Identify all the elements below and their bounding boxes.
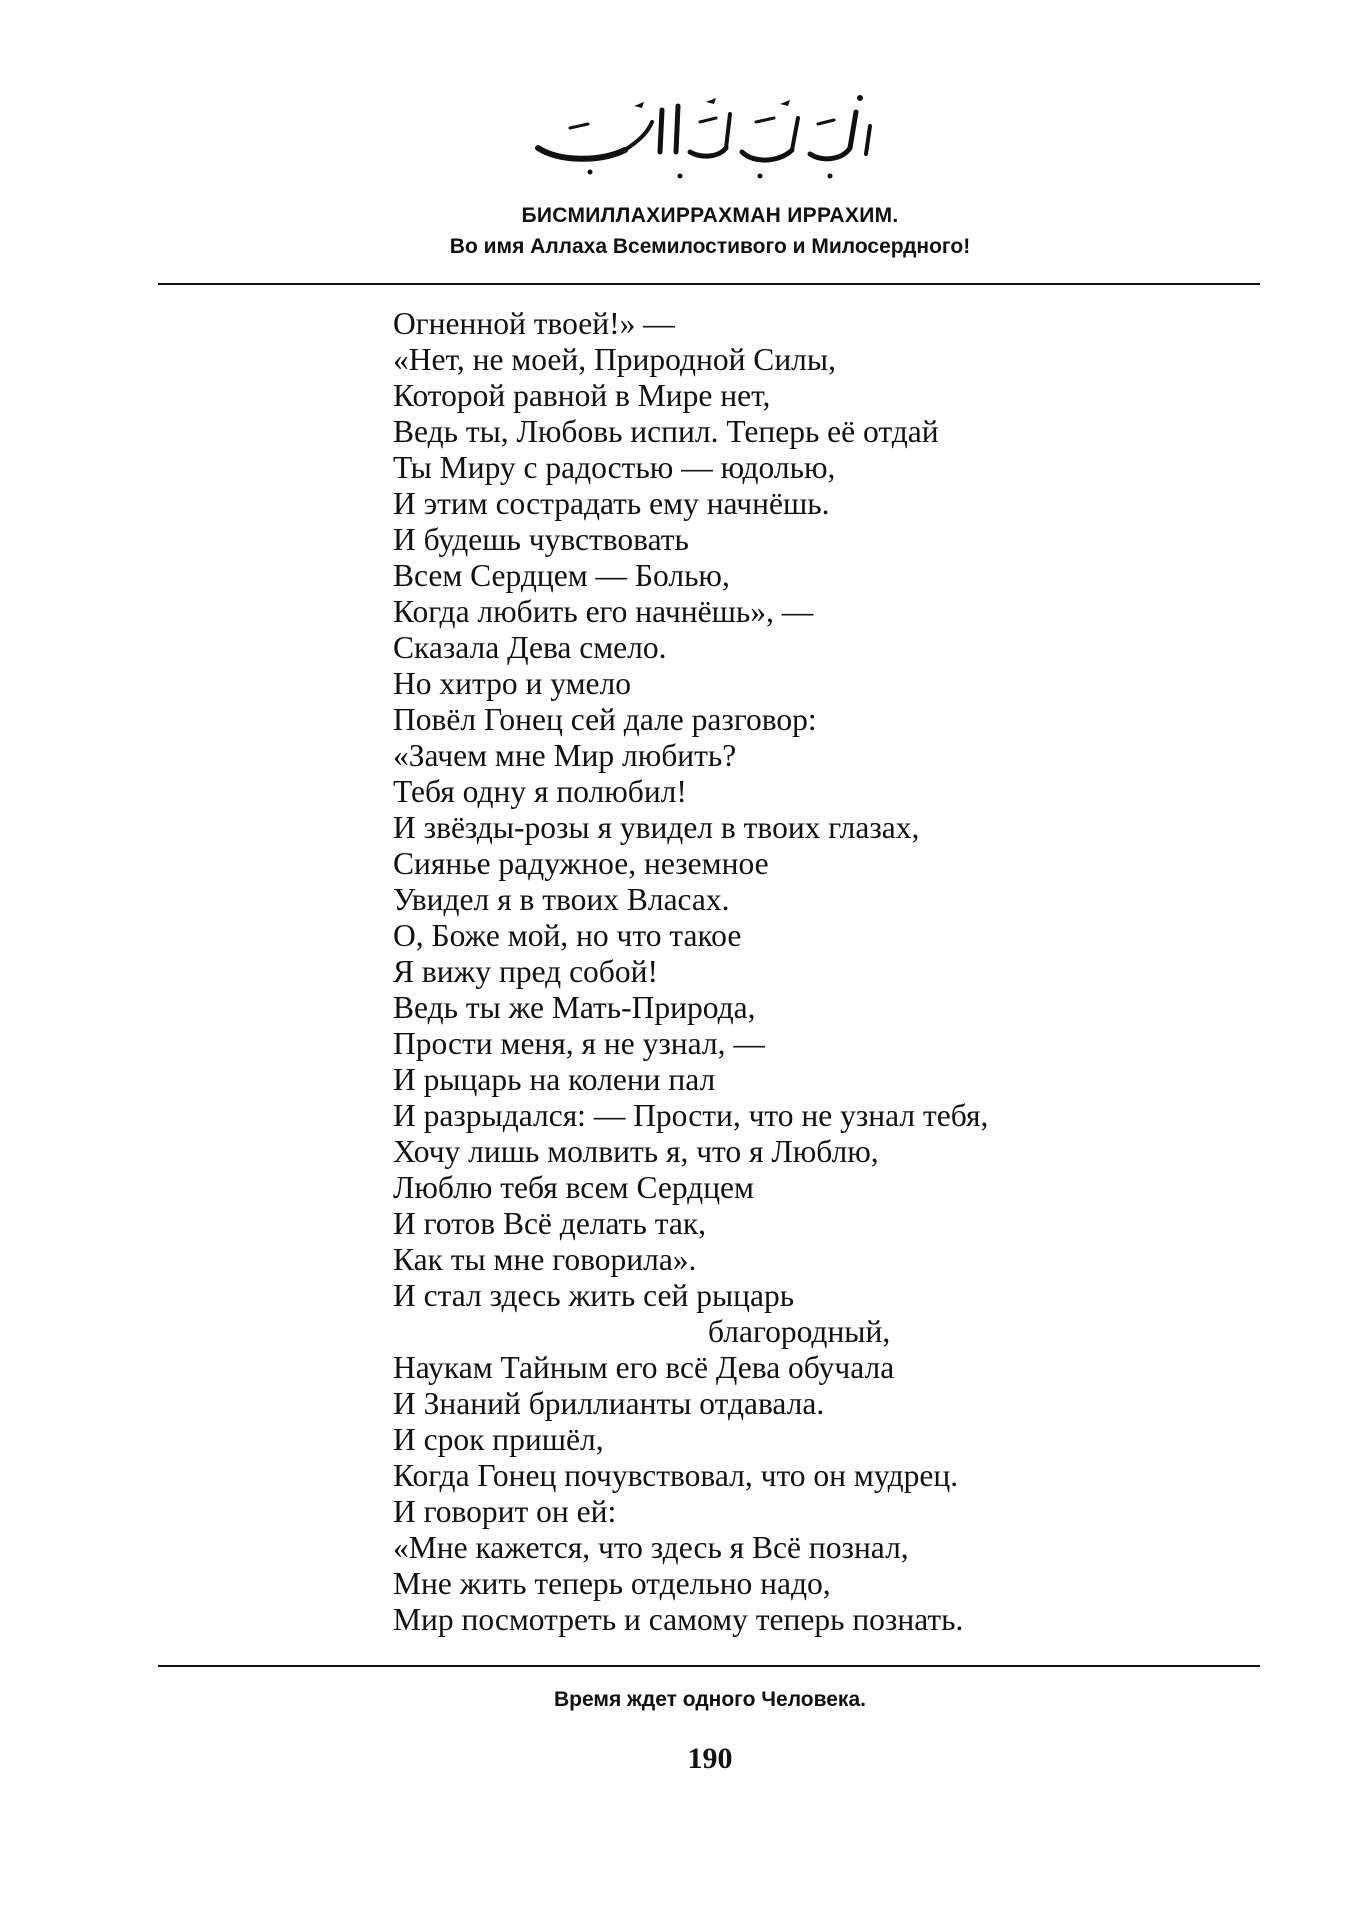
poem-line: Сказала Дева смело. <box>393 630 667 665</box>
poem-line: Увидел я в твоих Власах. <box>393 882 730 917</box>
poem-line: Когда Гонец почувствовал, что он мудрец. <box>393 1458 959 1493</box>
poem-line: Наукам Тайным его всё Дева обучала <box>393 1350 895 1385</box>
footer-tagline: Время ждет одного Человека. <box>554 1688 866 1711</box>
basmala-calligraphy <box>530 92 880 184</box>
poem-line: Люблю тебя всем Сердцем <box>393 1170 754 1205</box>
header-subtitle: Во имя Аллаха Всемилостивого и Милосердного! <box>449 235 971 258</box>
poem-line: И будешь чувствовать <box>393 522 689 557</box>
poem-line: Ведь ты же Мать-Природа, <box>393 990 756 1025</box>
poem-line: Мир посмотреть и самому теперь познать. <box>393 1602 964 1637</box>
header-title: БИСМИЛЛАХИРРАХМАН ИРРАХИМ. <box>521 204 899 227</box>
poem-line: Повёл Гонец сей дале разговор: <box>393 702 817 737</box>
poem-line: И говорит он ей: <box>393 1494 617 1529</box>
basmala-calligraphy-image <box>530 92 880 184</box>
poem-line: Но хитро и умело <box>393 666 631 701</box>
poem-line: И срок пришёл, <box>393 1422 604 1457</box>
poem-body <box>393 306 1213 1638</box>
header-divider <box>158 283 1260 285</box>
poem-line: И этим сострадать ему начнёшь. <box>393 486 830 521</box>
poem-line: Когда любить его начнёшь», — <box>393 594 814 629</box>
page-number: 190 <box>687 1742 733 1775</box>
poem-line: Тебя одну я полюбил! <box>393 774 687 809</box>
poem-line: «Нет, не моей, Природной Силы, <box>393 342 836 377</box>
footer-divider <box>158 1665 1260 1667</box>
poem-line: Я вижу пред собой! <box>393 954 658 989</box>
poem-line: Огненной твоей!» — <box>393 306 675 341</box>
poem-line: Как ты мне говорила». <box>393 1242 697 1277</box>
poem-line: И рыцарь на колени пал <box>393 1062 716 1097</box>
poem-line: Хочу лишь молвить я, что я Люблю, <box>393 1134 879 1169</box>
poem-line: Ведь ты, Любовь испил. Теперь её отдай <box>393 414 939 449</box>
poem-line: И стал здесь жить сей рыцарь <box>393 1278 795 1313</box>
poem-line-continuation: благородный, <box>708 1314 891 1349</box>
poem-line: И звёзды-розы я увидел в твоих глазах, <box>393 810 920 845</box>
poem-line: Ты Миру с радостью — юдолью, <box>393 450 836 485</box>
poem-line: «Зачем мне Мир любить? <box>393 738 737 773</box>
poem-line: Мне жить теперь отдельно надо, <box>393 1566 831 1601</box>
poem-line: Прости меня, я не узнал, — <box>393 1026 765 1061</box>
poem-line: «Мне кажется, что здесь я Всё познал, <box>393 1530 909 1565</box>
poem-line: Всем Сердцем — Болью, <box>393 558 730 593</box>
poem-line: Сиянье радужное, неземное <box>393 846 769 881</box>
poem-line: И разрыдался: — Прости, что не узнал тебя, <box>393 1098 989 1133</box>
poem-line: И Знаний бриллианты отдавала. <box>393 1386 825 1421</box>
poem-line: О, Боже мой, но что такое <box>393 918 742 953</box>
poem-line: И готов Всё делать так, <box>393 1206 707 1241</box>
poem-line: Которой равной в Мире нет, <box>393 378 771 413</box>
